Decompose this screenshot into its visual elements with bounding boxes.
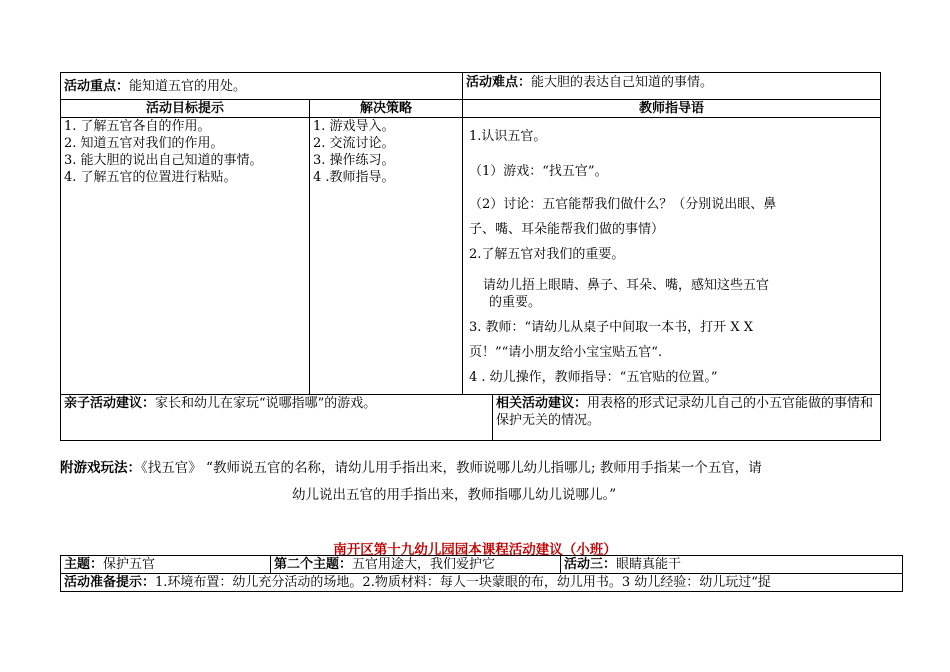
guide-cell [463,118,881,395]
header-row [61,100,881,118]
strategy-item: 3. 操作练习。 [313,153,395,168]
strategy-item: 2. 交流讨论。 [313,136,395,151]
goal-item: 3. 能大胆的说出自己知道的事情。 [64,153,263,168]
header-goals: 活动目标提示 [61,100,310,118]
goal-item: 2. 知道五官对我们的作用。 [64,136,224,151]
game-note-text-1: 《找五官》 “教师说五官的名称，请幼儿用手指出来，教师说哪儿幼儿指哪儿; 教师用手指某一个五官，请 [141,460,762,476]
prep-row [61,574,903,592]
difficulty-cell [463,73,881,100]
activity-label: 活动三： [564,557,617,572]
guide-line: 2.了解五官对我们的重要。 [469,247,625,262]
prep-cell [61,574,903,592]
guide-line: 请幼儿捂上眼睛、鼻子、耳朵、嘴，感知这些五官 [483,278,770,293]
guide-line: 1.认识五官。 [469,129,547,144]
content-row [61,118,881,395]
parent-cell [61,395,493,441]
game-note-label: 附游戏玩法： [60,460,141,476]
header-strategies: 解决策略 [310,100,463,118]
difficulty-text: 能大胆的表达自己知道的事情。 [531,75,714,90]
activity-cell [561,556,903,574]
guide-line: 3. 教师：“请幼儿从桌子中间取一本书，打开 X X [469,320,753,335]
game-note-line-2: 幼儿说出五官的用手指出来，教师指哪儿幼儿说哪儿。” [292,487,617,503]
sub-theme-text: 五官用途大，我们爱护它 [352,557,496,572]
guide-line: （2）讨论：五官能帮我们做什么？（分别说出眼、鼻 [469,197,777,212]
goal-item: 4. 了解五官的位置进行粘贴。 [64,170,237,185]
sub-theme-label: 第二个主题： [274,557,353,572]
prep-label: 活动准备提示： [64,575,156,590]
activity-table [60,72,881,441]
strategy-item: 4 .教师指导。 [313,170,395,185]
focus-text: 能知道五官的用处。 [129,79,247,94]
game-note-line-1 [60,455,890,482]
difficulty-label: 活动难点： [466,75,532,90]
related-cell [493,395,881,441]
theme-row [61,556,903,574]
related-label: 相关活动建议： [496,396,588,411]
prep-text: 1.环境布置：幼儿充分活动的场地。2.物质材料：每人一块蒙眼的布，幼儿用书。3 幼儿经验：幼儿玩过“捉 [155,575,771,590]
guide-line: （1）游戏：“找五官”。 [469,164,608,179]
section-title: 南开区第十九幼儿园园本课程活动建议（小班） [333,542,617,558]
theme-label: 主题： [64,557,104,572]
goal-item: 1. 了解五官各自的作用。 [64,119,211,134]
strategies-cell [310,118,463,395]
guide-line: 4 . 幼儿操作，教师指导：“五官贴的位置。” [469,370,718,385]
activity-text: 眼睛真能干 [616,557,682,572]
parent-label: 亲子活动建议： [64,396,156,411]
guide-line: 页！”“请小朋友给小宝宝贴五官“. [469,345,663,360]
suggestion-row [61,395,881,441]
focus-label: 活动重点： [64,79,130,94]
activity-header-table [60,555,903,592]
guide-line: 子、嘴、耳朵能帮我们做的事情） [469,222,665,237]
strategy-item: 1. 游戏导入。 [313,119,395,134]
game-note [60,455,890,509]
theme-cell [61,556,271,574]
sub-theme-cell [271,556,561,574]
focus-difficulty-row [61,73,881,100]
parent-text: 家长和幼儿在家玩“说哪指哪”的游戏。 [155,396,377,411]
theme-text: 保护五官 [103,557,156,572]
related-text: 用表格的形式记录幼儿自己的小五官能做的事情和保护无关的情况。 [496,396,874,428]
guide-line: 的重要。 [489,295,542,310]
goals-cell [61,118,310,395]
focus-cell [61,73,463,100]
header-guide: 教师指导语 [463,100,881,118]
